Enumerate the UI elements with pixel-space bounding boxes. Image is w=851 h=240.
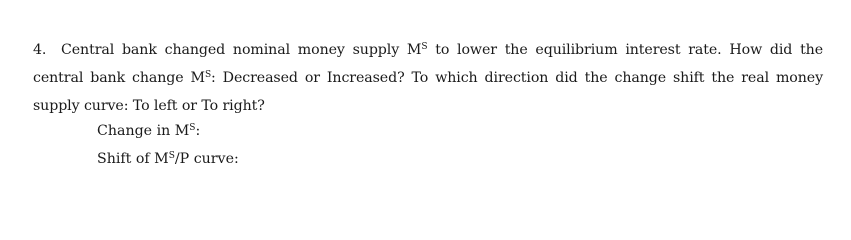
shift-of-ms-p-curve-prompt: Shift of $M^S/P$ curve: (97, 151, 239, 167)
question-number: 4. (33, 42, 47, 58)
question-line-3: supply curve: To left or To right? (33, 98, 265, 114)
question-line-1: 4. Central bank changed nominal money supply $M^S$ to lower the equilibrium interest rate. How did the (33, 36, 823, 64)
question-text (33, 36, 823, 120)
change-in-ms-prompt: Change in $M^S$: (97, 123, 201, 139)
question-line-2: central bank change $M^S$: Decreased or Increased? To which direction did the change shift the real money (33, 70, 823, 86)
answer-prompts (97, 117, 239, 173)
